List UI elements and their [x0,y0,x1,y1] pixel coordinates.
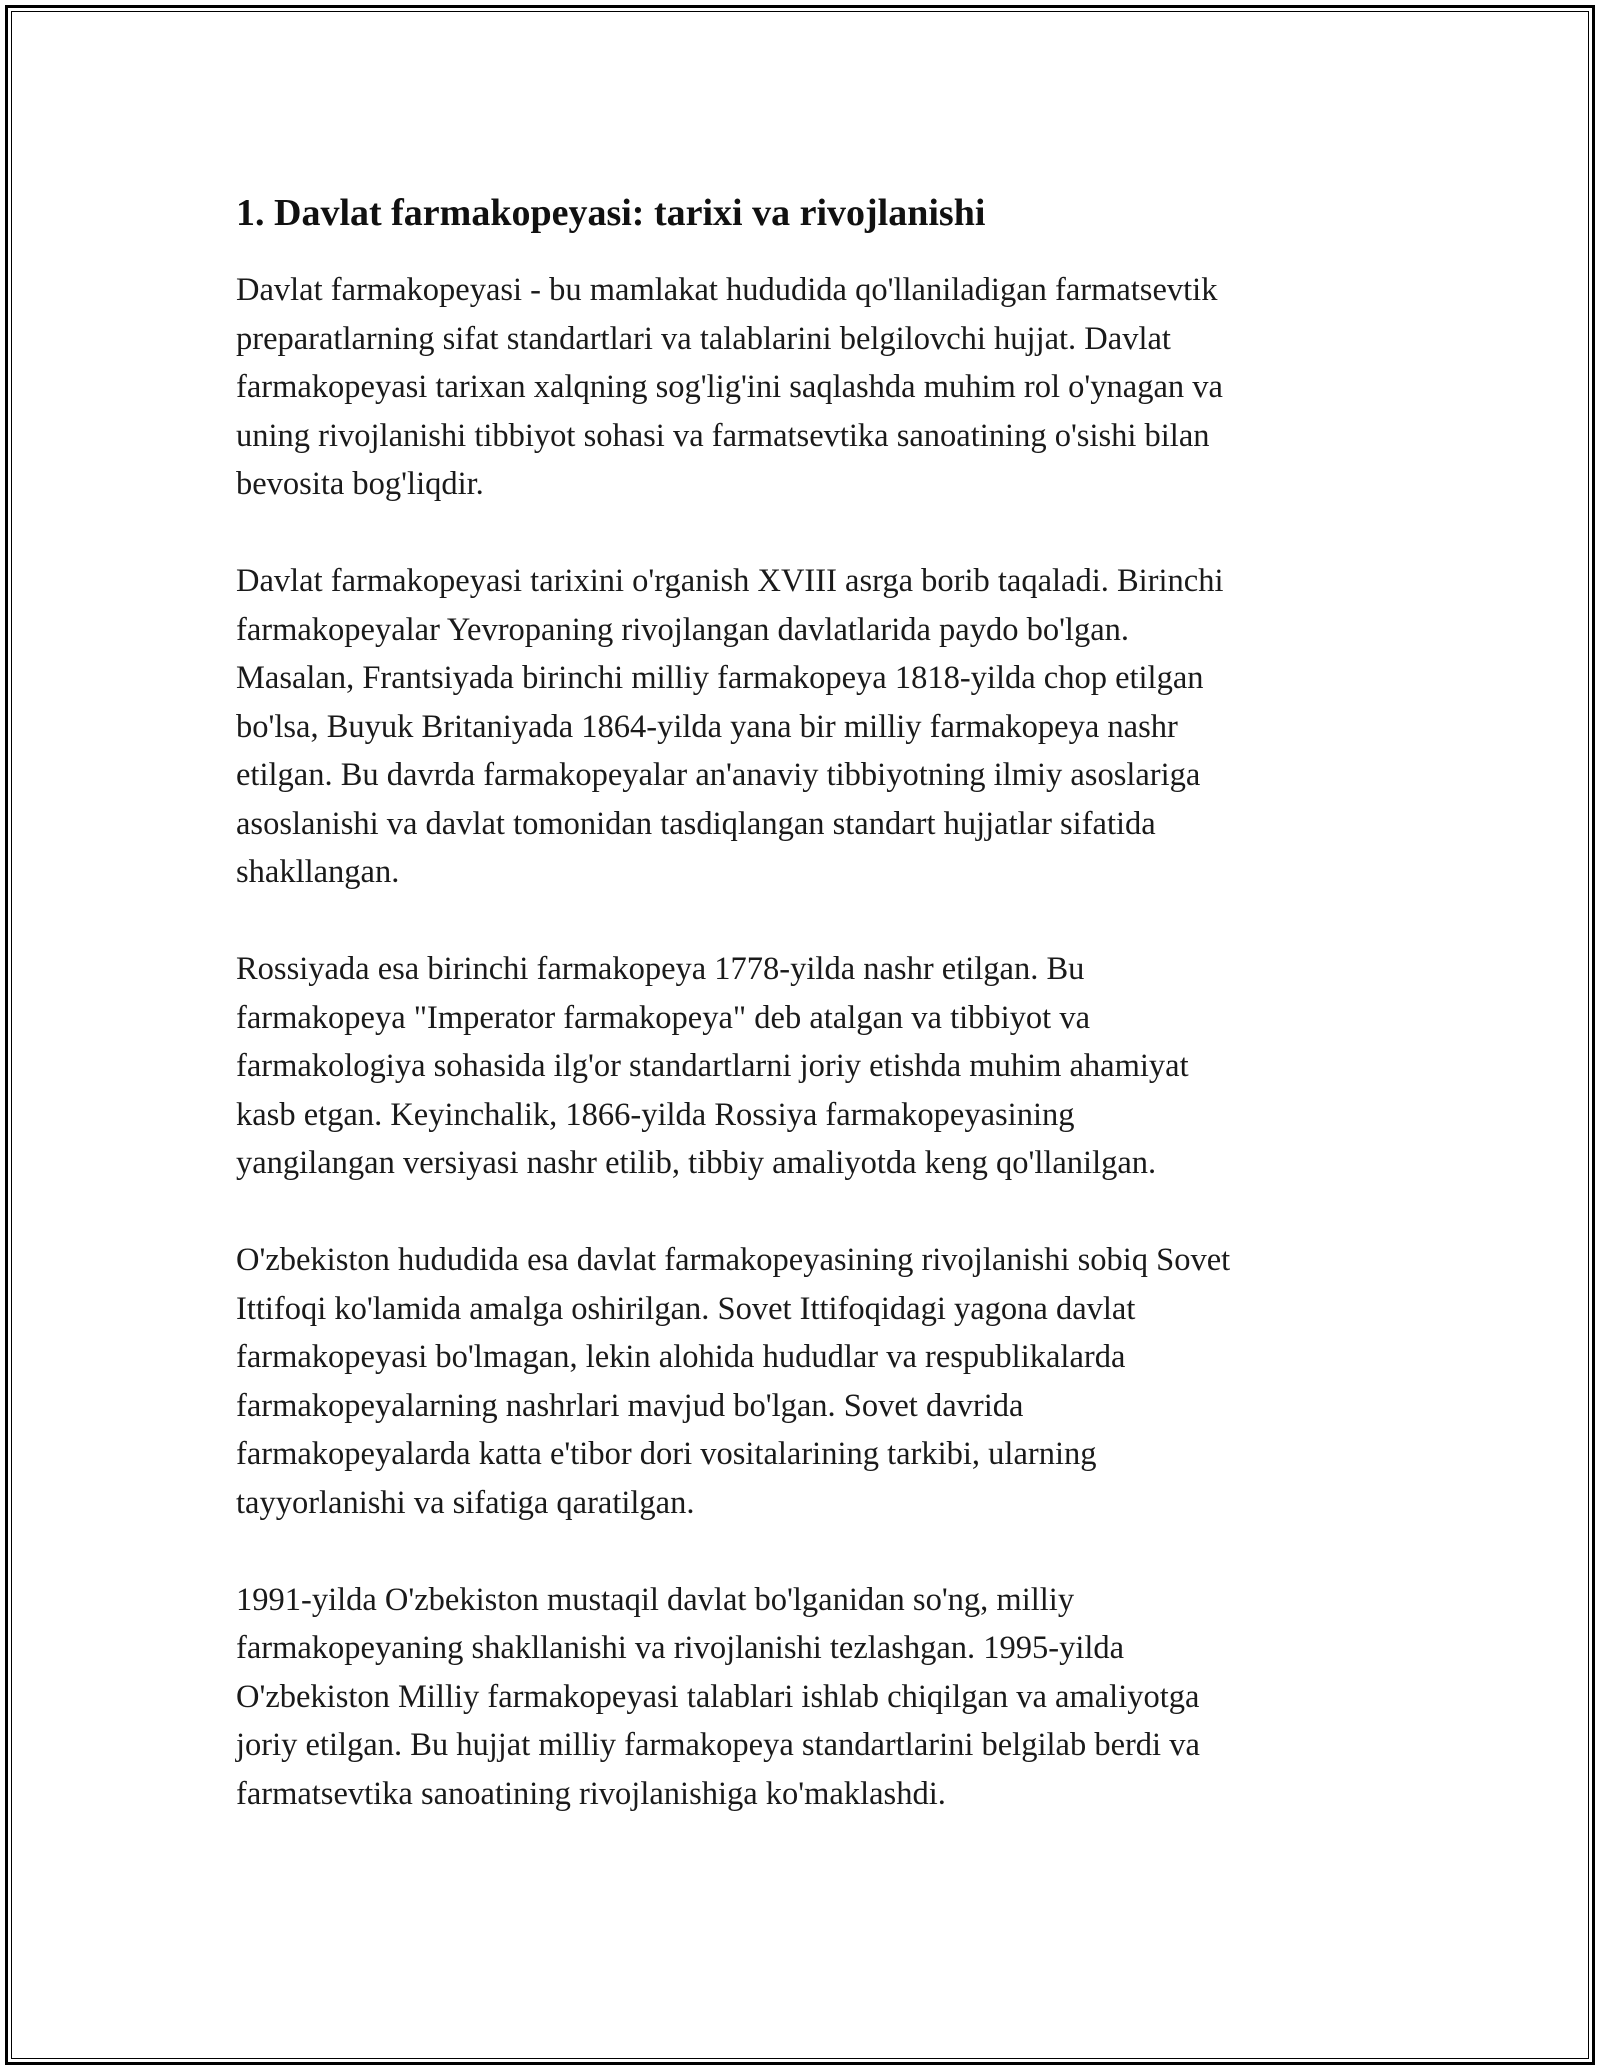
text-line: shakllangan. [236,854,400,890]
paragraph-5 [236,1576,1366,1819]
text-line: O'zbekiston hududida esa davlat farmakopeyasining rivojlanishi sobiq Sovet [236,1242,1231,1278]
text-line: farmakopeyalarda katta e'tibor dori vositalarining tarkibi, ularning [236,1436,1097,1472]
text-line: farmakopeyasi bo'lmagan, lekin alohida hududlar va respublikalarda [236,1339,1126,1375]
text-line: asoslanishi va davlat tomonidan tasdiqlangan standart hujjatlar sifatida [236,805,1156,842]
text-line: farmakologiya sohasida ilg'or standartlarni joriy etishda muhim ahamiyat [236,1048,1189,1084]
text-line: bevosita bog'liqdir. [236,466,484,502]
text-line: farmakopeyalar Yevropaning rivojlangan davlatlarida paydo bo'lgan. [236,611,1130,648]
text-line: kasb etgan. Keyinchalik, 1866-yilda Rossiya farmakopeyasining [236,1096,1075,1133]
text-line: tayyorlanishi va sifatiga qaratilgan. [236,1484,695,1521]
section-title: 1. Davlat farmakopeyasi: tarixi va rivojlanishi [236,192,986,234]
text-line: farmakopeyasi tarixan xalqning sog'lig'ini saqlashda muhim rol o'ynagan va [236,369,1223,405]
paragraph-2 [236,557,1366,897]
text-line: joriy etilgan. Bu hujjat milliy farmakopeya standartlarini belgilab berdi va [236,1727,1200,1763]
text-line: Davlat farmakopeyasi - bu mamlakat hududida qo'llaniladigan farmatsevtik [236,272,1218,308]
text-line: yangilangan versiyasi nashr etilib, tibbiy amaliyotda keng qo'llanilgan. [236,1145,1157,1181]
document-body [236,188,1366,1867]
text-line: bo'lsa, Buyuk Britaniyada 1864-yilda yana bir milliy farmakopeya nashr [236,708,1178,745]
text-line: farmatsevtika sanoatining rivojlanishiga ko'maklashdi. [236,1775,946,1812]
text-line: Masalan, Frantsiyada birinchi milliy farmakopeya 1818-yilda chop etilgan [236,660,1204,696]
text-line: Davlat farmakopeyasi tarixini o'rganish XVIII asrga borib taqaladi. Birinchi [236,563,1224,599]
text-line: farmakopeyalarning nashrlari mavjud bo'lgan. Sovet davrida [236,1387,1024,1424]
text-line: Rossiyada esa birinchi farmakopeya 1778-yilda nashr etilgan. Bu [236,951,1085,987]
text-line: etilgan. Bu davrda farmakopeyalar an'anaviy tibbiyotning ilmiy asoslariga [236,757,1201,793]
text-line: farmakopeyaning shakllanishi va rivojlanishi tezlashgan. 1995-yilda [236,1630,1125,1666]
text-line: uning rivojlanishi tibbiyot sohasi va farmatsevtika sanoatining o'sishi bilan [236,417,1210,454]
text-line: preparatlarning sifat standartlari va talablarini belgilovchi hujjat. Davlat [236,320,1171,357]
paragraph-4 [236,1236,1366,1527]
text-line: 1991-yilda O'zbekiston mustaqil davlat bo'lganidan so'ng, milliy [236,1581,1075,1618]
text-line: farmakopeya "Imperator farmakopeya" deb atalgan va tibbiyot va [236,999,1091,1036]
text-line: Ittifoqi ko'lamida amalga oshirilgan. Sovet Ittifoqidagi yagona davlat [236,1290,1136,1327]
paragraph-3 [236,945,1366,1188]
text-line: O'zbekiston Milliy farmakopeyasi talablari ishlab chiqilgan va amaliyotga [236,1678,1200,1715]
paragraph-1 [236,266,1366,509]
